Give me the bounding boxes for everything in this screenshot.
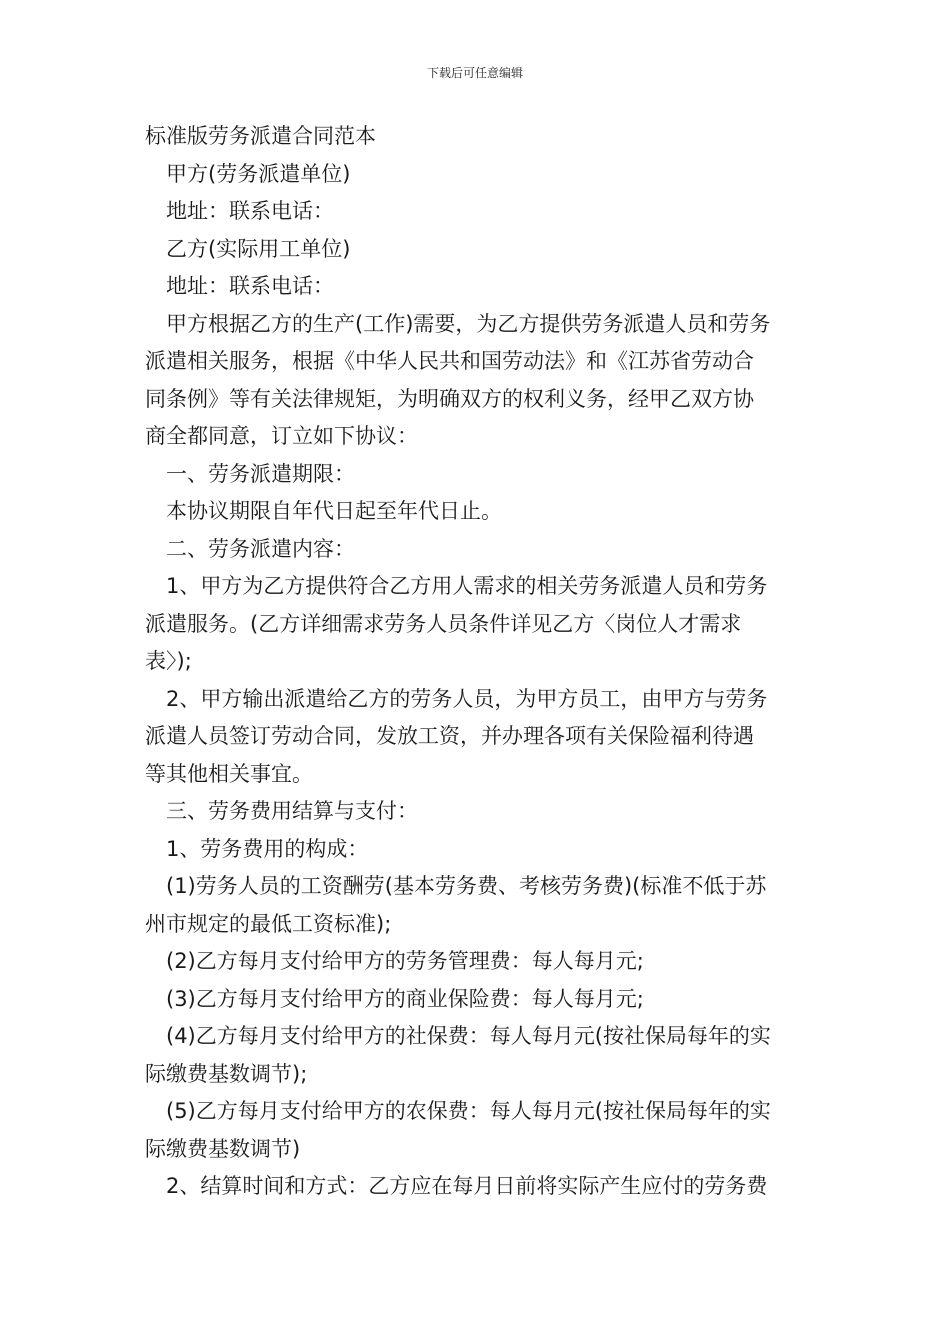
- text-line: 二、劳务派遣内容：: [166, 536, 355, 561]
- text-line: (1)劳务人员的工资酬劳(基本劳务费、考核劳务费)(标准不低于苏: [166, 874, 767, 898]
- page-header: 下载后可任意编辑: [426, 66, 523, 80]
- text-line: (4)乙方每月支付给甲方的社保费：每人每月元(按社保局每年的实: [166, 1024, 771, 1048]
- text-line: 州市规定的最低工资标准);: [145, 911, 392, 936]
- text-line: 派遣人员签订劳动合同，发放工资，并办理各项有关保险福利待遇: [145, 724, 754, 748]
- text-line: 地址：联系电话：: [166, 274, 334, 298]
- text-line: 派遣相关服务，根据《中华人民共和国劳动法》和《江苏省劳动合: [145, 349, 754, 373]
- text-line: (2)乙方每月支付给甲方的劳务管理费：每人每月元;: [166, 949, 644, 973]
- text-line: 际缴费基数调节): [145, 1136, 301, 1161]
- text-line: 2、结算时间和方式：乙方应在每月日前将实际产生应付的劳务费: [166, 1174, 768, 1198]
- text-line: 甲方(劳务派遣单位): [166, 161, 351, 186]
- text-line: 1、劳务费用的构成：: [166, 836, 369, 861]
- text-line: (3)乙方每月支付给甲方的商业保险费：每人每月元;: [166, 986, 644, 1011]
- text-line: 2、甲方输出派遣给乙方的劳务人员，为甲方员工，由甲方与劳务: [166, 686, 768, 711]
- text-line: 一、劳务派遣期限：: [166, 461, 355, 486]
- text-line: 三、劳务费用结算与支付：: [166, 799, 418, 823]
- text-line: 等其他相关事宜。: [145, 761, 313, 786]
- text-line: 同条例》等有关法律规矩，为明确双方的权利义务，经甲乙双方协: [145, 386, 754, 411]
- text-line: 际缴费基数调节);: [145, 1061, 308, 1086]
- text-line: 地址：联系电话：: [166, 199, 334, 223]
- document-title: 标准版劳务派遣合同范本: [145, 124, 376, 148]
- text-line: 本协议期限自年代日起至年代日止。: [166, 499, 502, 523]
- text-line: 商全都同意，订立如下协议：: [145, 424, 418, 448]
- text-line: 1、甲方为乙方提供符合乙方用人需求的相关劳务派遣人员和劳务: [166, 574, 768, 598]
- text-line: 乙方(实际用工单位): [166, 236, 351, 261]
- text-line: 表〉);: [145, 649, 192, 673]
- text-line: 甲方根据乙方的生产(工作)需要，为乙方提供劳务派遣人员和劳务: [166, 311, 771, 336]
- text-line: 派遣服务。(乙方详细需求劳务人员条件详见乙方〈岗位人才需求: [145, 611, 742, 636]
- text-line: (5)乙方每月支付给甲方的农保费：每人每月元(按社保局每年的实: [166, 1099, 771, 1123]
- document-body: [145, 118, 807, 1206]
